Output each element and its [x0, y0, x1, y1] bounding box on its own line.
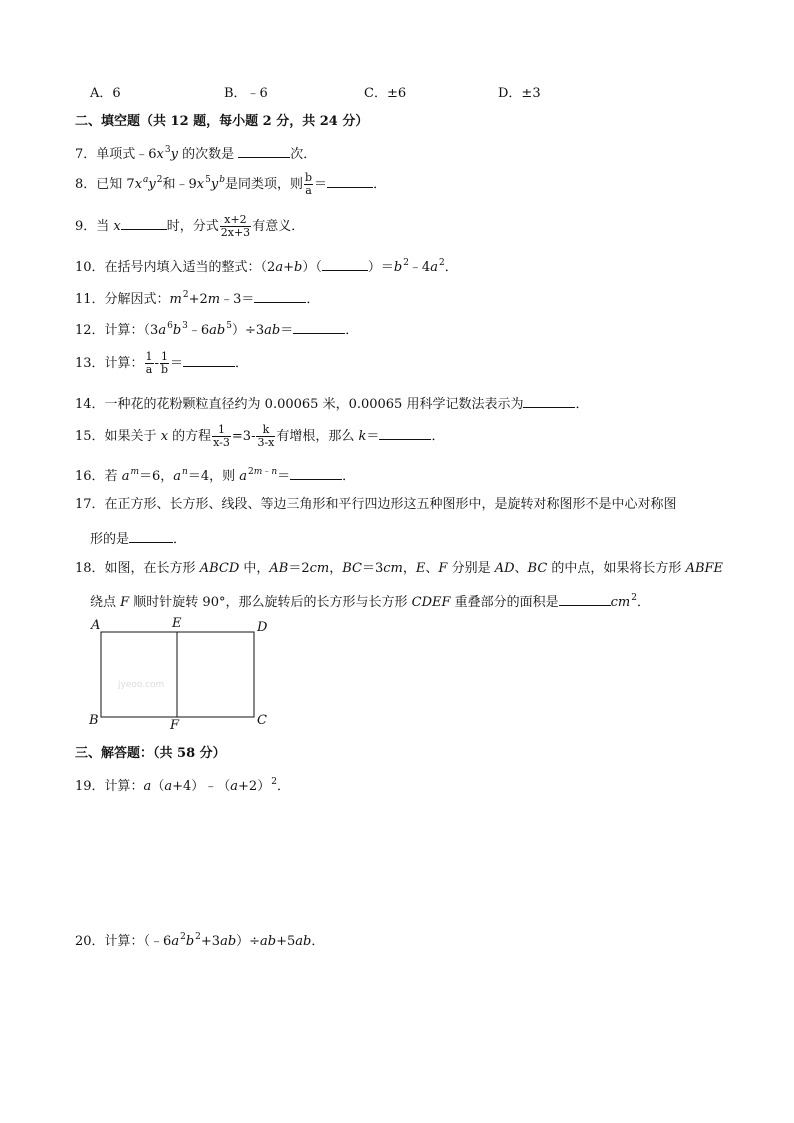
option-d: D．±3: [498, 86, 541, 101]
question-18-line2: 绕点 F 顺时针旋转 90°，那么旋转后的长方形与长方形 CDEF 重叠部分的面积是 $cm^2$．: [90, 593, 651, 610]
question-14: 14．一种花的花粉颗粒直径约为 0.00065 米，0.00065 用科学记数法表示为 ．: [75, 397, 589, 412]
question-17-line2: 形的是 ．: [90, 532, 187, 547]
point-f-label: F: [170, 718, 180, 733]
rectangle-figure: [85, 615, 275, 735]
option-b: B．﹣6: [224, 86, 268, 101]
question-7: 7．单项式$﹣6x^3y$ 的次数是 次．: [75, 145, 317, 162]
point-b-label: B: [89, 713, 99, 728]
section-2-title: 二、填空题（共 12 题，每小题 2 分，共 24 分）: [75, 114, 369, 129]
question-15: 15．如果关于 x 的方程 $\frac{1}{x-3}$ =3- $\frac{k}{3-x}$ 有增根，那么 k＝ ．: [75, 423, 445, 449]
question-17-line1: 17．在正方形、长方形、线段、等边三角形和平行四边形这五种图形中，是旋转对称图形不是中心对称图: [75, 497, 677, 512]
question-11: 11．分解因式：$m^2+2m﹣3=$ ．: [75, 290, 320, 307]
option-a: A．6: [90, 86, 121, 101]
question-10: 10．在括号内填入适当的整式：（2a+b）（ ）$=b^2﹣4a^2$．: [75, 258, 458, 275]
point-c-label: C: [257, 713, 267, 728]
question-20: 20．计算：$(﹣6a^2b^2+3ab)\div ab+5ab$．: [75, 932, 325, 949]
question-18-line1: 18．如图，在长方形 ABCD 中，AB＝2cm，BC＝3cm，E、F 分别是 AD、BC 的中点，如果将长方形 ABFE: [75, 561, 724, 576]
point-a-label: A: [91, 618, 101, 633]
point-e-label: E: [172, 616, 182, 631]
question-12: 12．计算：$(3a^6b^3﹣6ab^5)\div 3ab=$ ．: [75, 321, 359, 338]
question-16: 16．若 $a^m=6$，$a^n=4$，则 $a^{2m﹣n}=$ ．: [75, 467, 356, 484]
watermark: jyeoo.com: [118, 680, 165, 690]
question-9: 9．当 x 时，分式 $\frac{x+2}{2x+3}$ 有意义．: [75, 213, 305, 239]
question-19: 19．计算：$a(a+4)﹣(a+2)^2$．: [75, 777, 290, 794]
section-3-title: 三、解答题：（共 58 分）: [75, 746, 226, 761]
question-13: 13．计算： $\frac{1}{a}$ - $\frac{1}{b}$ ＝ ．: [75, 350, 249, 376]
option-c: C．±6: [364, 86, 407, 101]
point-d-label: D: [257, 620, 268, 635]
question-8: 8．已知 $7x^ay^2$和$﹣9x^5y^b$是同类项，则 $\frac{b}{a}$ ＝ ．: [75, 171, 387, 197]
